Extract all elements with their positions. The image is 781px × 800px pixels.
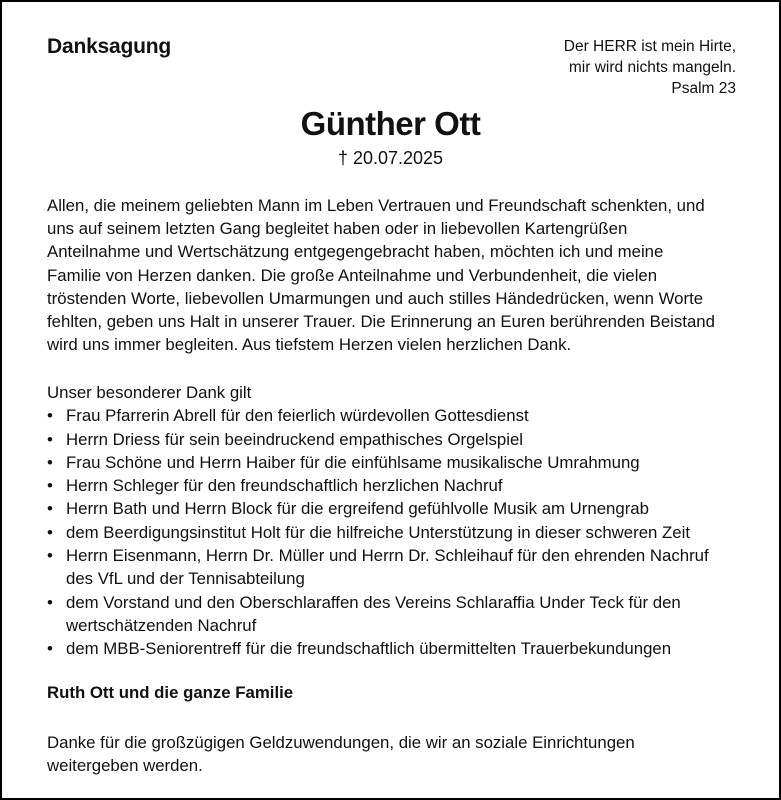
bullet-icon: •: [47, 452, 53, 472]
signature: Ruth Ott und die ganze Familie: [47, 683, 294, 702]
thanks-item-text: Herrn Bath und Herrn Block für die ergreifend gefühlvolle Musik am Urnengrab: [66, 499, 649, 519]
thanks-item-text: des VfL und der Tennisabteilung: [66, 569, 305, 589]
thanks-item-text: Frau Pfarrerin Abrell für den feierlich würdevollen Gottesdienst: [66, 406, 529, 426]
notice-heading: Danksagung: [47, 35, 172, 58]
message-line: fehlten, geben uns Halt in unserer Trauer. Die Erinnerung an Euren berührenden Beistand: [47, 312, 715, 332]
bullet-icon: •: [47, 522, 53, 542]
thanks-item-text: Herrn Driess für sein beeindruckend empathisches Orgelspiel: [66, 429, 524, 449]
message-line: Anteilnahme und Wertschätzung entgegengebracht haben, möchten ich und meine: [47, 242, 664, 262]
bullet-icon: •: [47, 406, 53, 426]
thanks-item: [47, 544, 762, 591]
donation-line: weitergeben werden.: [47, 756, 203, 776]
thanks-item: [47, 591, 762, 638]
thanks-item-text: Frau Schöne und Herrn Haiber für die einfühlsame musikalische Umrahmung: [66, 452, 640, 472]
thanks-item-text: Herrn Schleger für den freundschaftlich herzlichen Nachruf: [66, 476, 503, 496]
special-thanks-list: [47, 404, 762, 660]
special-thanks: [47, 381, 762, 661]
donation-note: [47, 731, 747, 778]
message-line: Allen, die meinem geliebten Mann im Leben Vertrauen und Freundschaft schenkten, und: [47, 196, 705, 215]
thanks-item: [47, 428, 762, 451]
thanks-item-text: wertschätzenden Nachruf: [66, 615, 257, 635]
bullet-icon: •: [47, 639, 53, 659]
message-line: Familie von Herzen danken. Die große Anteilnahme und Verbundenheit, die vielen: [47, 265, 658, 285]
thanks-item: [47, 521, 762, 544]
bullet-icon: •: [47, 476, 53, 496]
thanks-item-text: dem Beerdigungsinstitut Holt für die hilfreiche Unterstützung in dieser schweren Zeit: [66, 522, 691, 542]
thanks-item-text: dem Vorstand und den Oberschlaraffen des Vereins Schlaraffia Under Teck für den: [66, 592, 681, 612]
donation-line: Danke für die großzügigen Geldzuwendungen, die wir an soziale Einrichtungen: [47, 733, 635, 752]
bullet-icon: •: [47, 546, 53, 566]
deceased-name: Günther Ott: [300, 105, 481, 142]
thanks-message: [47, 194, 747, 356]
thanks-item: [47, 474, 762, 497]
psalm-line: Der HERR ist mein Hirte,: [563, 38, 736, 55]
message-line: wird uns immer begleiten. Aus tiefstem Herzen vielen herzlichen Dank.: [47, 335, 572, 355]
message-line: uns auf seinem letzten Gang begleitet haben oder in liebevollen Kartengrüßen: [47, 219, 628, 239]
bullet-icon: •: [47, 499, 53, 519]
bullet-icon: •: [47, 592, 53, 612]
thanks-item-text: Herrn Eisenmann, Herrn Dr. Müller und Herrn Dr. Schleihauf für den ehrenden Nachruf: [66, 546, 709, 566]
thanks-item-text: dem MBB-Seniorentreff für die freundschaftlich übermittelten Trauerbekundungen: [66, 639, 672, 659]
psalm-quote: [564, 36, 736, 99]
psalm-reference: Psalm 23: [671, 80, 736, 97]
bullet-icon: •: [47, 429, 53, 449]
thanks-item: [47, 404, 762, 427]
special-thanks-intro: Unser besonderer Dank gilt: [47, 383, 252, 402]
message-line: tröstenden Worte, liebevollen Umarmungen und auch stilles Händedrücken, wenn Worte: [47, 288, 704, 308]
thanks-item: [47, 451, 762, 474]
thanks-item: [47, 637, 762, 660]
death-date: † 20.07.2025: [337, 148, 444, 168]
psalm-line: mir wird nichts mangeln.: [568, 59, 736, 76]
thanks-item: [47, 497, 762, 520]
